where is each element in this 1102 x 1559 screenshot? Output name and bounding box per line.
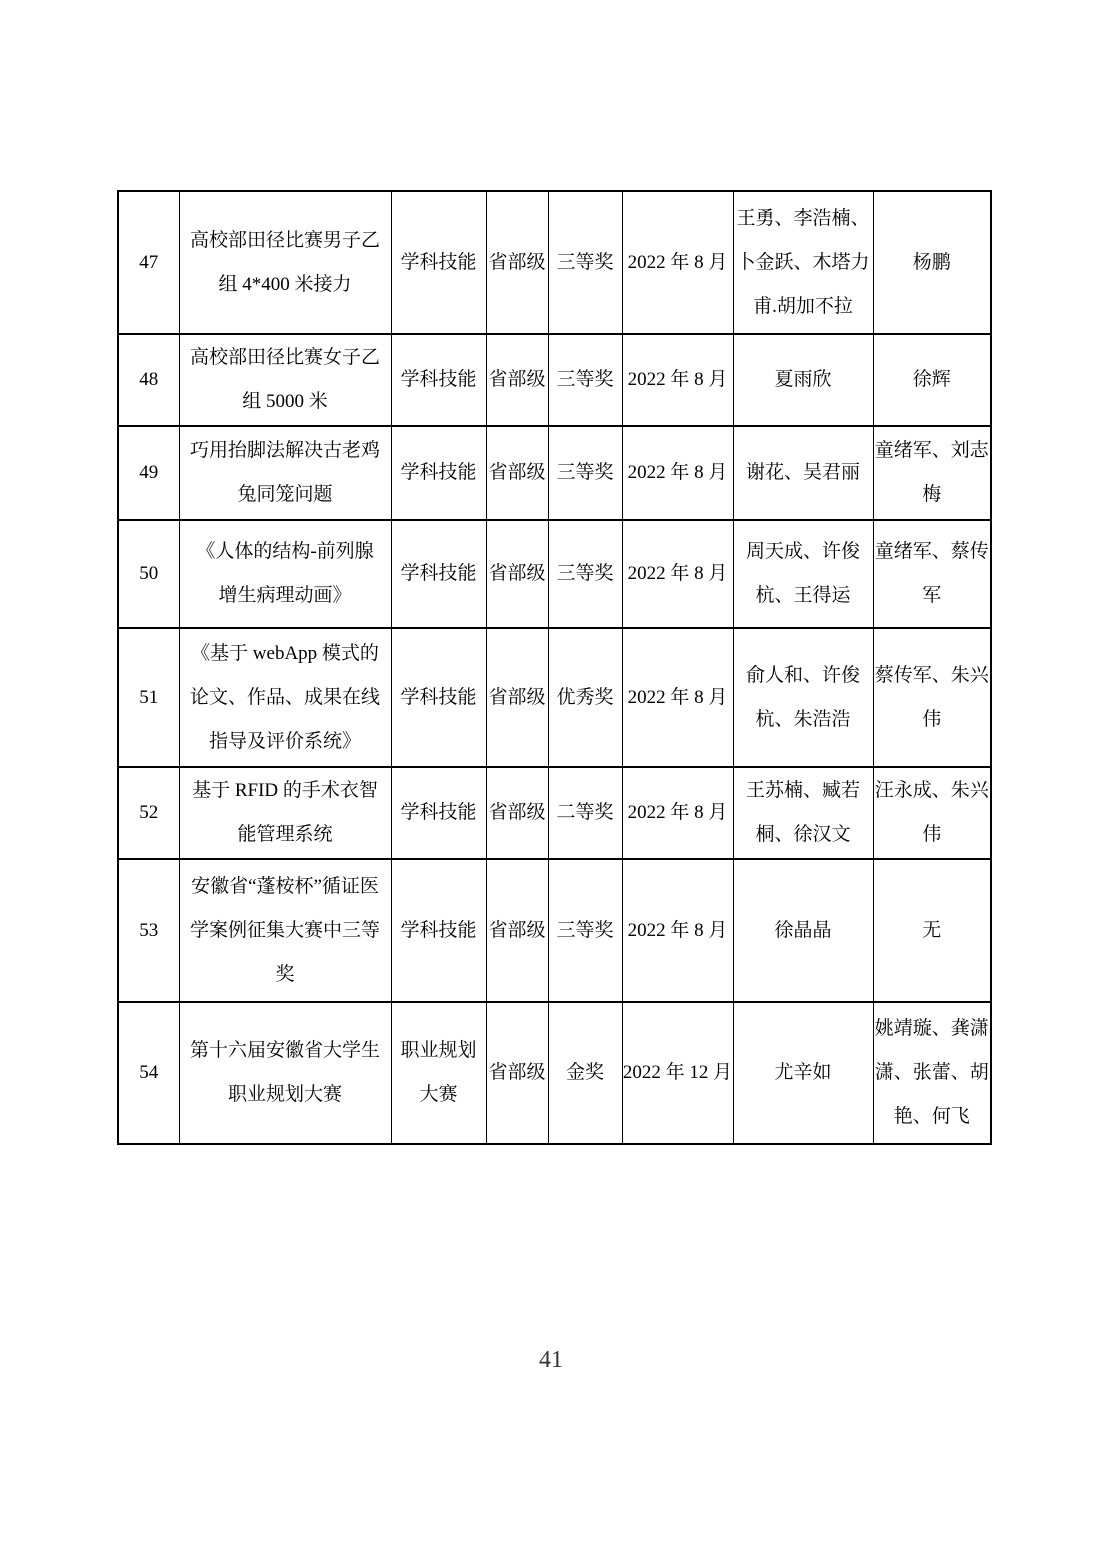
- cell-date: 2022 年 8 月: [622, 426, 733, 520]
- cell-date: 2022 年 8 月: [622, 628, 733, 767]
- cell-participants: 王苏楠、臧若桐、徐汉文: [733, 767, 873, 859]
- cell-project-name: 高校部田径比赛女子乙组 5000 米: [179, 334, 391, 426]
- cell-project-name: 第十六届安徽省大学生职业规划大赛: [179, 1002, 391, 1144]
- table-row: [118, 520, 991, 628]
- cell-category: 学科技能: [391, 426, 486, 520]
- cell-serial-number: 51: [118, 628, 179, 767]
- cell-advisors: 无: [873, 859, 991, 1002]
- cell-date: 2022 年 8 月: [622, 767, 733, 859]
- table-row: [118, 191, 991, 334]
- cell-advisors: 姚靖璇、龚潇潇、张蕾、胡艳、何飞: [873, 1002, 991, 1144]
- cell-serial-number: 49: [118, 426, 179, 520]
- cell-award: 优秀奖: [548, 628, 622, 767]
- cell-serial-number: 52: [118, 767, 179, 859]
- table-row: [118, 767, 991, 859]
- cell-participants: 谢花、吴君丽: [733, 426, 873, 520]
- cell-award: 二等奖: [548, 767, 622, 859]
- cell-level: 省部级: [486, 426, 548, 520]
- cell-date: 2022 年 12 月: [622, 1002, 733, 1144]
- cell-award: 三等奖: [548, 426, 622, 520]
- cell-date: 2022 年 8 月: [622, 334, 733, 426]
- cell-award: 三等奖: [548, 191, 622, 334]
- cell-category: 学科技能: [391, 859, 486, 1002]
- cell-advisors: 杨鹏: [873, 191, 991, 334]
- cell-serial-number: 50: [118, 520, 179, 628]
- cell-level: 省部级: [486, 628, 548, 767]
- cell-participants: 周天成、许俊杭、王得运: [733, 520, 873, 628]
- page-number: 41: [539, 1347, 563, 1373]
- cell-advisors: 童绪军、蔡传军: [873, 520, 991, 628]
- cell-date: 2022 年 8 月: [622, 191, 733, 334]
- cell-project-name: 巧用抬脚法解决古老鸡兔同笼问题: [179, 426, 391, 520]
- cell-serial-number: 53: [118, 859, 179, 1002]
- cell-award: 三等奖: [548, 859, 622, 1002]
- cell-category: 学科技能: [391, 520, 486, 628]
- cell-level: 省部级: [486, 191, 548, 334]
- cell-level: 省部级: [486, 520, 548, 628]
- cell-participants: 尤辛如: [733, 1002, 873, 1144]
- table-row: [118, 1002, 991, 1144]
- cell-category: 学科技能: [391, 767, 486, 859]
- cell-advisors: 蔡传军、朱兴伟: [873, 628, 991, 767]
- cell-category: 学科技能: [391, 191, 486, 334]
- cell-level: 省部级: [486, 767, 548, 859]
- cell-project-name: 高校部田径比赛男子乙组 4*400 米接力: [179, 191, 391, 334]
- cell-project-name: 基于 RFID 的手术衣智能管理系统: [179, 767, 391, 859]
- cell-project-name: 安徽省“蓬桉杯”循证医学案例征集大赛中三等奖: [179, 859, 391, 1002]
- awards-table: [117, 190, 992, 1145]
- cell-participants: 夏雨欣: [733, 334, 873, 426]
- cell-advisors: 童绪军、刘志梅: [873, 426, 991, 520]
- cell-level: 省部级: [486, 334, 548, 426]
- cell-category: 学科技能: [391, 334, 486, 426]
- cell-award: 金奖: [548, 1002, 622, 1144]
- table-row: [118, 628, 991, 767]
- cell-level: 省部级: [486, 859, 548, 1002]
- cell-date: 2022 年 8 月: [622, 859, 733, 1002]
- cell-level: 省部级: [486, 1002, 548, 1144]
- cell-serial-number: 48: [118, 334, 179, 426]
- cell-award: 三等奖: [548, 334, 622, 426]
- cell-serial-number: 47: [118, 191, 179, 334]
- cell-serial-number: 54: [118, 1002, 179, 1144]
- cell-award: 三等奖: [548, 520, 622, 628]
- cell-category: 学科技能: [391, 628, 486, 767]
- table-row: [118, 859, 991, 1002]
- cell-advisors: 汪永成、朱兴伟: [873, 767, 991, 859]
- cell-project-name: 《人体的结构-前列腺增生病理动画》: [179, 520, 391, 628]
- cell-participants: 徐晶晶: [733, 859, 873, 1002]
- cell-advisors: 徐辉: [873, 334, 991, 426]
- cell-participants: 王勇、李浩楠、卜金跃、木塔力甫.胡加不拉: [733, 191, 873, 334]
- cell-participants: 俞人和、许俊杭、朱浩浩: [733, 628, 873, 767]
- cell-category: 职业规划大赛: [391, 1002, 486, 1144]
- table-row: [118, 426, 991, 520]
- cell-project-name: 《基于 webApp 模式的论文、作品、成果在线指导及评价系统》: [179, 628, 391, 767]
- table-row: [118, 334, 991, 426]
- cell-date: 2022 年 8 月: [622, 520, 733, 628]
- awards-table-body: [118, 191, 991, 1144]
